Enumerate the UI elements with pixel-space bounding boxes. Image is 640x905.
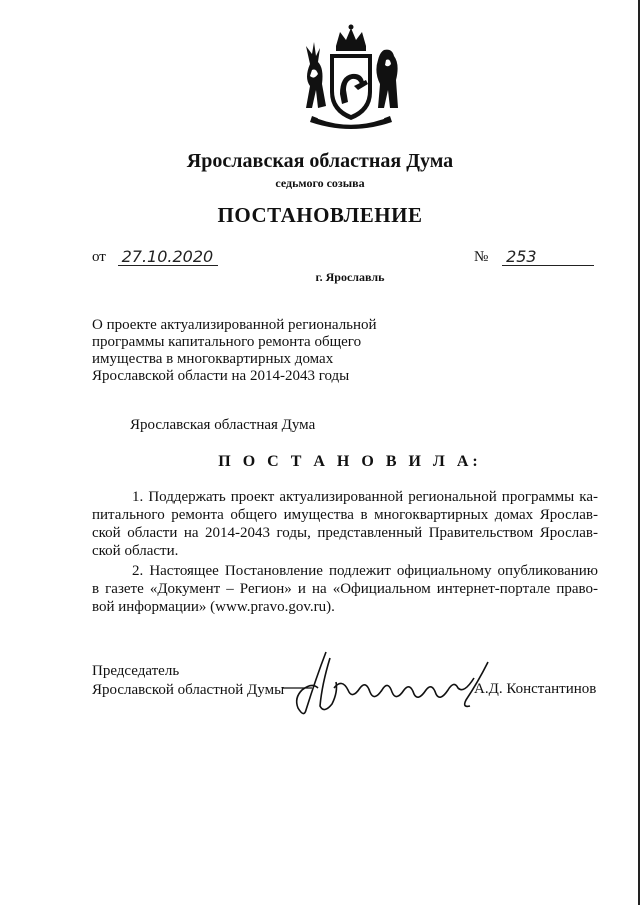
number-prefix: № (474, 249, 489, 265)
number-field (474, 247, 594, 266)
date-blank (118, 247, 218, 266)
subject-line: программы капитального ремонта общего (92, 334, 362, 350)
paragraph-line: питального ремонта общего имущества в многоквартирных домах Ярослав- (92, 507, 598, 523)
coat-of-arms-icon (296, 24, 406, 132)
number-blank (502, 247, 594, 266)
convocation: седьмого созыва (275, 176, 365, 190)
date-value: 27.10.2020 (121, 247, 214, 266)
signer-position-line: Ярославской областной Думы (92, 682, 285, 698)
paragraph-line: 1. Поддержать проект актуализированной региональной программы ка- (132, 489, 598, 505)
paragraph-line: ской области на 2014-2043 годы, представленный Правительством Ярослав- (92, 525, 598, 541)
intro-text: Ярославская областная Дума (130, 417, 316, 433)
paragraph-1 (92, 488, 598, 560)
date-field (92, 247, 218, 266)
paragraph-line: в газете «Документ – Регион» и на «Официальном интернет-портале право- (92, 581, 598, 597)
subject-line: Ярославской области на 2014-2043 годы (92, 368, 350, 384)
handwritten-signature-icon (282, 648, 497, 720)
paragraph-line: вой информации» (www.pravo.gov.ru). (92, 599, 335, 615)
subject-line: О проекте актуализированной региональной (92, 317, 377, 333)
date-prefix: от (92, 249, 106, 265)
number-value: 253 (506, 247, 537, 266)
paragraph-line: 2. Настоящее Постановление подлежит официальному опубликованию (132, 563, 598, 579)
signer-position-line: Председатель (92, 663, 180, 679)
signer-name: А.Д. Константинов (474, 681, 597, 697)
document-type: ПОСТАНОВЛЕНИЕ (217, 203, 423, 227)
paragraph-2 (92, 562, 598, 616)
resolve-heading: П О С Т А Н О В И Л А: (218, 453, 482, 470)
subject-line: имущества в многоквартирных домах (92, 351, 334, 367)
paragraph-line: ской области. (92, 543, 179, 559)
signer-position (92, 662, 284, 700)
org-name: Ярославская областная Дума (186, 150, 454, 172)
city: г. Ярославль (315, 270, 385, 284)
document-subject (92, 317, 412, 385)
